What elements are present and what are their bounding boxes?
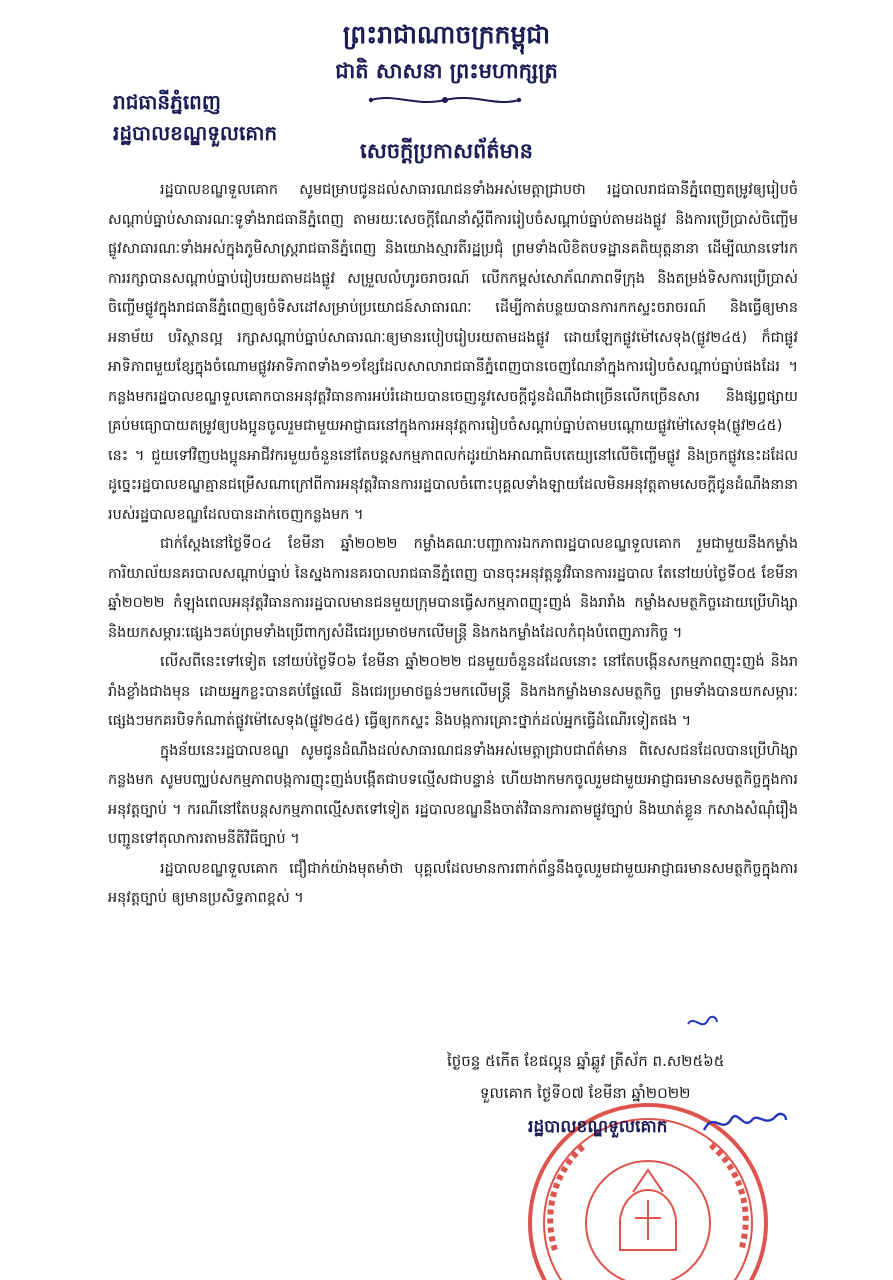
paragraph-2: ជាក់ស្តែងនៅថ្ងៃទី០៤ ខែមីនា ឆ្នាំ២០២២ កម្លាំងគណៈបញ្ជាការឯកភាពរដ្ឋបាលខណ្ឌទួលគោក រួមជាមួយនឹងកម្លាំងការិយាល័យនគរបាលសណ្តាប់ធ្នាប់ នៃស្នងការនគរបាលរាជធានីភ្នំពេញ បានចុះអនុវត្តនូវវិធានការរដ្ឋបាល តែនៅយប់ថ្ងៃទី០៥ ខែមីនា ឆ្នាំ២០២២ កំឡុងពេលអនុវត្តវិធានការរដ្ឋបាលមានជនមួយក្រុមបានធ្វើសកម្មភាពញុះញង់ និងរារាំង កម្លាំងសមត្ថកិច្ចដោយប្រើហិង្សា និងយកសម្ភារៈផ្សេងៗគប់ព្រមទាំងប្រើពាក្យសំដីជេរប្រមាថមកលើមន្ត្រី និងកងកម្លាំងដែលកំពុងបំពេញភារកិច្ច ។	[108, 536, 798, 641]
city-name: រាជធានីភ្នំពេញ	[113, 90, 221, 114]
national-motto: ជាតិ សាសនា ព្រះមហាក្សត្រ	[335, 59, 558, 83]
document-body	[108, 176, 798, 914]
paragraph-5: រដ្ឋបាលខណ្ឌទួលគោក ជឿជាក់យ៉ាងមុតមាំថា បុគ្គលដែលមានការពាក់ព័ន្ធនឹងចូលរួមជាមួយអាជ្ញាធរមានសមត្ថកិច្ចក្នុងការអនុវត្តច្បាប់ ឲ្យមានប្រសិទ្ធភាពខ្ពស់ ។	[108, 860, 798, 906]
document-title: សេចក្ដីប្រកាសព័ត៌មាន	[360, 139, 533, 163]
paragraph-3: លើសពីនេះទៅទៀត នៅយប់ថ្ងៃទី០៦ ខែមីនា ឆ្នាំ២០២២ ជនមួយចំនួនដដែលនោះ នៅតែបង្កើនសកម្មភាពញុះញង់ និងរារាំងខ្លាំងជាងមុន ដោយអ្នកខ្លះបានគប់ផ្លែឈើ និងជេរប្រមាថធ្ងន់ៗមកលើមន្ត្រី និងកងកម្លាំងមានសមត្ថកិច្ច ព្រមទាំងបានយកសម្ភារៈផ្សេងៗមកគរបិទកំណាត់ផ្លូវម៉ៅសេទុង(ផ្លូវ២៤៥) ធ្វើឲ្យកកស្ទះ និងបង្កការគ្រោះថ្នាក់ដល់អ្នកធ្វើដំណើរទៀតផង ។	[108, 654, 798, 729]
end-mark-icon	[684, 1010, 720, 1034]
paragraph-4: ក្នុងន័យនេះរដ្ឋបាលខណ្ឌ សូមជូនដំណឹងដល់សាធារណជនទាំងអស់មេត្តាជ្រាបជាព័ត៌មាន ពិសេសជនដែលបានប្រើហិង្សាកន្លងមក សូមបញ្ឈប់សកម្មភាពបង្កការញុះញង់បង្កើតជាបទល្មើសជាបន្ទាន់ ហើយងាកមកចូលរួមជាមួយអាជ្ញាធរមានសមត្ថកិច្ចក្នុងការអនុវត្តច្បាប់ ។ ករណីនៅតែបន្តសកម្មភាពល្មើសតទៅទៀត រដ្ឋបាលខណ្ឌនឹងចាត់វិធានការតាមផ្លូវច្បាប់ និងឃាត់ខ្លួន កសាងសំណុំរឿងបញ្ជូនទៅតុលាការតាមនីតិវិធីច្បាប់ ។	[108, 742, 798, 847]
district-administration-name: រដ្ឋបាលខណ្ឌទួលគោក	[113, 121, 278, 145]
kingdom-heading: ព្រះរាជាណាចក្រកម្ពុជា	[342, 20, 551, 49]
heading-ornament-icon	[365, 90, 525, 110]
signatory-office: រដ្ឋបាលខណ្ឌទួលគោក	[528, 1117, 668, 1137]
handwritten-signature-icon	[700, 1104, 790, 1140]
lunar-date: ថ្ងៃចន្ទ ៥កើត ខែផល្គុន ឆ្នាំឆ្លូវ ត្រីស័ក ព.ស២៥៦៥	[447, 1052, 725, 1070]
gregorian-date: ទួលគោក ថ្ងៃទី០៧ ខែមីនា ឆ្នាំ២០២២	[480, 1084, 691, 1102]
paragraph-1: រដ្ឋបាលខណ្ឌទួលគោក សូមជម្រាបជូនដល់សាធារណជនទាំងអស់មេត្តាជ្រាបថា រដ្ឋបាលរាជធានីភ្នំពេញតម្រូវឲ្យរៀបចំសណ្តាប់ធ្នាប់សាធារណៈទូទាំងរាជធានីភ្នំពេញ តាមរយៈសេចក្ដីណែនាំស្តីពីការរៀបចំសណ្តាប់ធ្នាប់តាមដងផ្លូវ និងការប្រើប្រាស់ចិញ្ចើមផ្លូវសាធារណៈទាំងអស់ក្នុងភូមិសាស្រ្តរាជធានីភ្នំពេញ និងយោងស្មារតីរដ្ឋប្រជុំ ព្រមទាំងលិខិតបទដ្ឋានគតិយុត្តនានា ដើម្បីឈានទៅរកការរក្សាបានសណ្តាប់ធ្នាប់រៀបរយតាមដងផ្លូវ សម្រួលលំហូរចរាចរណ៍ លើកកម្ពស់សោភ័ណភាពទីក្រុង និងតម្រង់ទិសការប្រើប្រាស់ចិញ្ចើមផ្លូវក្នុងរាជធានីភ្នំពេញឲ្យចំទិសដៅសម្រាប់ប្រយោជន៍សាធារណៈ ដើម្បីកាត់បន្ថយបានការកកស្ទះចរាចរណ៍ និងធ្វើឲ្យមានអនាម័យ បរិស្ថានល្អ រក្សាសណ្តាប់ធ្នាប់សាធារណៈឲ្យមានរបៀបរៀបរយតាមដងផ្លូវ ដោយឡែកផ្លូវម៉ៅសេទុង(ផ្លូវ២៤៥) ក៏ជាផ្លូវអាទិភាពមួយខ្សែក្នុងចំណោមផ្លូវអាទិភាពទាំង១១ខ្សែដែលសាលារាជធានីភ្នំពេញបានចេញណែនាំក្នុងការរៀបចំសណ្តាប់ធ្នាប់ផងដែរ ។ កន្លងមករដ្ឋបាលខណ្ឌទួលគោកបានអនុវត្តវិធានការអប់រំដោយបានចេញនូវសេចក្ដីជូនដំណឹងជាច្រើនលើកច្រើនសារ និងផ្សព្វផ្សាយគ្រប់មធ្យោបាយតម្រូវឲ្យបងប្អូនចូលរួមជាមួយអាជ្ញាធរនៅក្នុងការអនុវត្តការរៀបចំសណ្តាប់ធ្នាប់តាមបណ្តោយផ្លូវម៉ៅសេទុង(ផ្លូវ២៤៥) នេះ ។ ជួយទៅវិញបងប្អូនអាជីវករមួយចំនួននៅតែបន្តសកម្មភាពលក់ដូរយ៉ាងអាណាធិបតេយ្យនៅលើចិញ្ចើមផ្លូវ និងច្រកផ្លូវនេះដដែលដូច្នេះរដ្ឋបាលខណ្ឌគ្មានជម្រើសណាក្រៅពីការអនុវត្តវិធានការរដ្ឋបាលចំពោះបុគ្គលទាំងឡាយដែលមិនអនុវត្តតាមសេចក្ដីជូនដំណឹងនានារបស់រដ្ឋបាលខណ្ឌដែលបានដាក់ចេញកន្លងមក ។	[108, 182, 798, 523]
